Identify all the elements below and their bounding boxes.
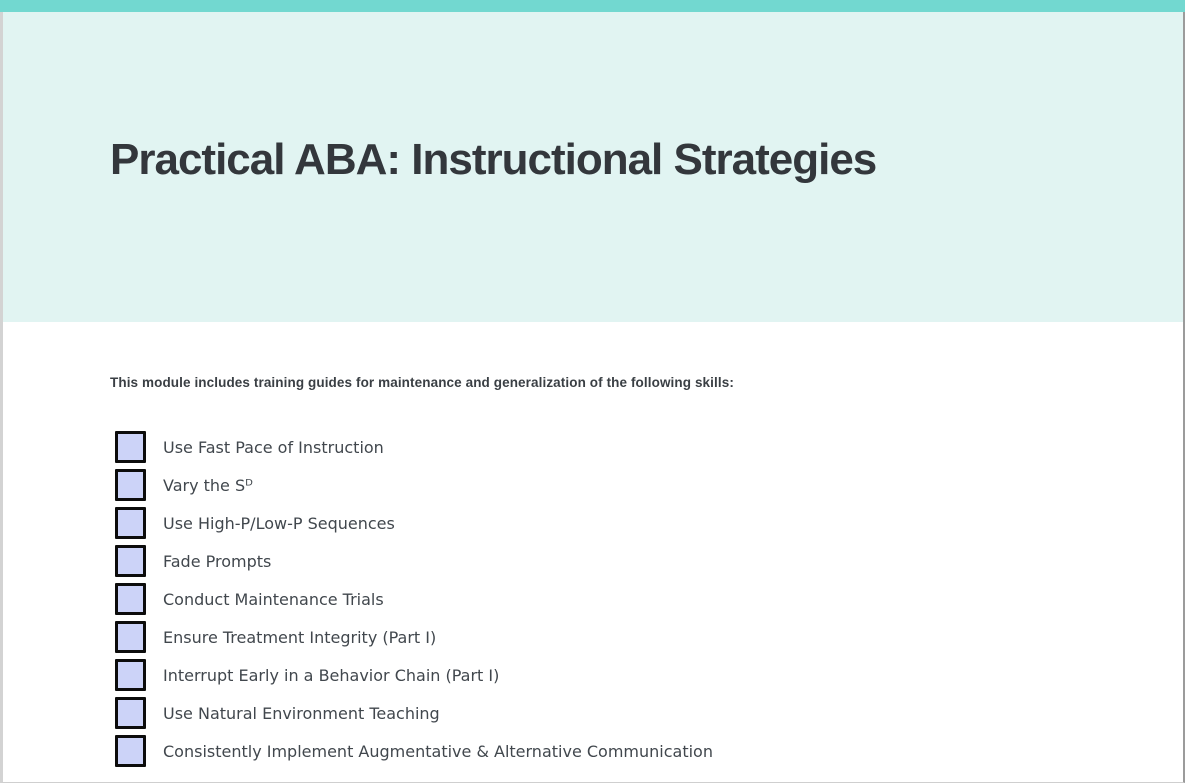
list-item [115, 618, 1183, 656]
skill-label: Consistently Implement Augmentative & Alternative Communication [163, 741, 713, 761]
skills-checklist [115, 428, 1183, 770]
list-item [115, 428, 1183, 466]
skill-label: Fade Prompts [163, 551, 272, 571]
module-header [3, 12, 1183, 322]
intro-text: This module includes training guides for maintenance and generalization of the following skills: [110, 375, 734, 390]
list-item [115, 580, 1183, 618]
module-content [3, 322, 1183, 783]
skill-label: Interrupt Early in a Behavior Chain (Part I) [163, 665, 500, 685]
skill-checkbox[interactable] [115, 545, 146, 577]
skill-label: Vary the Sᴰ [163, 475, 253, 495]
skill-checkbox[interactable] [115, 507, 146, 539]
skill-label: Use Fast Pace of Instruction [163, 437, 384, 457]
skill-checkbox[interactable] [115, 583, 146, 615]
skill-checkbox[interactable] [115, 469, 146, 501]
list-item [115, 466, 1183, 504]
list-item [115, 694, 1183, 732]
skill-checkbox[interactable] [115, 697, 146, 729]
skill-checkbox[interactable] [115, 621, 146, 653]
skill-checkbox[interactable] [115, 659, 146, 691]
list-item [115, 656, 1183, 694]
skill-label: Ensure Treatment Integrity (Part I) [163, 627, 437, 647]
list-item [115, 542, 1183, 580]
skill-checkbox[interactable] [115, 735, 146, 767]
skill-label: Conduct Maintenance Trials [163, 589, 384, 609]
list-item [115, 504, 1183, 542]
list-item [115, 732, 1183, 770]
skill-label: Use High-P/Low-P Sequences [163, 513, 395, 533]
skill-checkbox[interactable] [115, 431, 146, 463]
top-accent-bar [0, 0, 1185, 12]
page-title: Practical ABA: Instructional Strategies [110, 135, 877, 184]
skill-label: Use Natural Environment Teaching [163, 703, 440, 723]
